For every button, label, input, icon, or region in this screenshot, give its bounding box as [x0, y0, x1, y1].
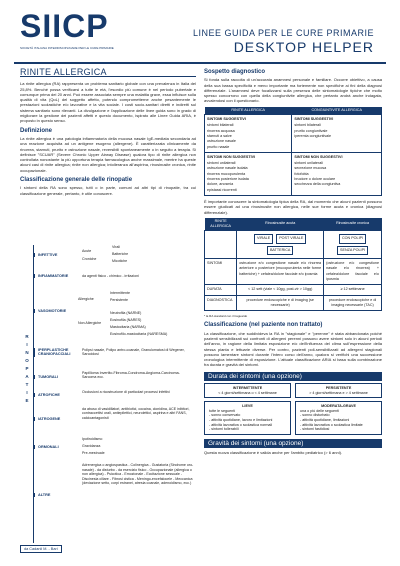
tree-item: Virali: [112, 245, 120, 249]
severity-bar: Gravità dei sintomi (una opzione): [204, 439, 382, 448]
table-cell: (ostruzione e/o congestione nasale e/o rinorrea) + cefalea/dolore facciale e/o iposmia: [324, 259, 382, 285]
intermittent-title: INTERMITTENTE: [232, 386, 263, 391]
list-item: - attività lavorativa o scolastica limitate: [300, 422, 363, 427]
tree-item: Eosinofilo-mastocitaria (NARESMA): [110, 332, 168, 336]
row-label: DURATA: [205, 285, 237, 295]
tree-item: da agenti fisico - chimico - irritazioni: [82, 274, 139, 278]
tree-category: INFETTIVE: [34, 253, 57, 257]
tree-item: Intermittente: [110, 291, 130, 295]
left-column: [20, 67, 196, 198]
tree-item: Neutrofila (NARNE): [110, 311, 142, 315]
list-item: una o più delle seguenti: [300, 408, 339, 413]
differential-table: [204, 218, 382, 311]
logo-subtitle: SOCIETÀ ITALIANA INTERDISCIPLINARE PER LE CURE PRIMARIE: [20, 46, 114, 50]
list-item: prurito nasale: [207, 144, 230, 149]
classification-paragraph: I sintomi della RA sono spesso, tutti o in parte, comuni ad altri tipi di rinopatie, tra cui classificazione generale, pertanto, è utile conoscere.: [20, 185, 196, 196]
table-subheader: SINTOMI NON SUGGESTIVI: [207, 154, 256, 159]
list-item: dolore, anosmia: [207, 182, 234, 187]
list-item: starnuti a salve: [207, 133, 232, 138]
list-item: - attività lavorativa o scolastica normali: [209, 422, 273, 427]
table-header: RINITE ALLERGICA: [205, 107, 292, 115]
table-cell: procedure endoscopiche e di imaging (se necessarie): [237, 295, 324, 311]
list-item: bruciore o dolore oculare: [294, 177, 336, 182]
spine-letter: I: [26, 390, 28, 395]
differential-paragraph: È importante conoscere la sintomatologia tipica della RA, dal momento che alcuni pazienti possono essere giudicati ad una rinosinusite non allergica, nelle sue forme acuta e cronica (diagnosi differenziale).: [204, 198, 382, 215]
table-subheader: SINTOMI SUGGESTIVI: [294, 117, 334, 122]
list-item: secrezione mucosa: [294, 166, 327, 171]
subtype-label: SENZA POLIPI: [337, 246, 368, 255]
closing-note: Questa nuova classificazione è valida anche per l'ambito pediatrico (> 6 anni).: [204, 450, 343, 456]
footer-credit: da Cadanli M. - Bari: [20, 545, 62, 553]
list-item: prurito congiuntivale: [294, 128, 328, 133]
tree-category: VASOMOTORIE: [34, 309, 66, 313]
list-item: rinorrea acquosa: [207, 128, 235, 133]
tree-item: Mastocitaria (NARMA): [110, 325, 146, 329]
list-item: fotofobia: [294, 171, 309, 176]
tree-item: Allergiche: [78, 297, 94, 301]
list-item: sintomi bilaterali: [207, 123, 234, 128]
subtype-label: VIRALE: [254, 234, 273, 243]
tree-category: IATROGENE: [34, 417, 60, 421]
header-divider: [14, 62, 386, 64]
tree-item: Adrenergica o angiospastica - Colinergica - Gustatoria (Sindrome oro-nasale) - da disturbo - da esercizio fisico - Occupazionale (allergica o non allergica) - Psicotica - Emozionale - Eccitazione sessuale - Discinesia ciliare - Fibrosi cistica - Meningo-encefalocele - Meccanica (deviazione setto, corpi estranei, atresia coanale, adenoidismo, ecc.): [82, 463, 194, 486]
list-item: - attività quotidiane, lavoro e limitazioni: [209, 418, 273, 423]
intermittent-box: [204, 383, 291, 398]
list-item: sintomi unilaterali: [207, 161, 236, 166]
tree-category: ALTRE: [34, 493, 50, 497]
list-item: rinorrea posteriore isolata: [207, 177, 249, 182]
table-header: CONGIUNTIVITE ALLERGICA: [292, 107, 382, 115]
list-item: rinorrea mucopurulenta: [207, 171, 246, 176]
tree-spine: [20, 245, 34, 543]
page-header: [0, 0, 400, 68]
mild-title: LIEVE: [242, 404, 253, 409]
moderate-box: [295, 401, 382, 435]
tree-item: Persistente: [110, 298, 128, 302]
spine-letter: N: [25, 350, 29, 355]
tree-category: ATROFICHE: [34, 393, 60, 397]
classification-heading-right: Classificazione (nel paziente non trattato): [204, 322, 323, 329]
definition-paragraph: La rinite allergica è una patologia infiammatoria della mucosa nasale IgE-mediata secondaria ad una reazione acquisita ad un antigene esogeno (allergene). È caratterizzata clinicamente da rinorrea, starnuti, prurito e ostruzione nasale, reversibili spontaneamente o in seguito a terapia. Si definisce "SCUAR" (Severe Chronic Upper Airway Disease) qualora tipo di rinite allergica non controllata nonostante la più opportuna terapia farmacologica anche massimale, mentre ha queste alcuni casi di rinite allergica; rinite non allergica; intolleranza all'aspirina, rinosinusite cronica, rinite occupazionale.: [20, 135, 196, 173]
table-subheader: SINTOMI SUGGESTIVI: [207, 117, 246, 122]
tree-category: ORMONALI: [34, 445, 59, 449]
section-heading: RINITE ALLERGICA: [20, 70, 196, 77]
mild-box: [204, 401, 291, 435]
list-item: iperemia congiuntivale: [294, 133, 332, 138]
right-column: [204, 70, 382, 455]
spine-letter: R: [25, 334, 29, 339]
table-footnote: * la RA standard con il traguardo: [204, 314, 248, 319]
table-header: Rinosinusite cronica: [324, 218, 382, 231]
tree-item: Micotiche: [112, 259, 128, 263]
list-item: - sonno disturbato: [300, 413, 330, 418]
moderate-title: MODERATA-GRAVE: [321, 404, 356, 409]
list-item: sintomi bilaterali: [294, 123, 321, 128]
definition-heading: Definizione: [20, 127, 53, 134]
diagnosis-paragraph: Si fonda sulla raccolta di un'accurata anamnesi personale e familiare. Occorre obiettivo, a causa della sua bassa specificità e meno importante ma fortemente non specifiche ai fini della diagnosi differenziale. L'anamnesi deve focalizzarsi sulla presenza delle sintomatologie tipiche che molto spesso concorrono con quella della congiuntivite allergica, che pertanto andrà anche indagata, avvalendosi con il questionario.: [204, 77, 382, 104]
intermittent-text: < 4 giorni/settimana o < 4 settimane: [218, 390, 277, 395]
spine-letter: T: [25, 382, 29, 387]
spine-letter: I: [26, 342, 28, 347]
siicp-logo: [20, 10, 180, 50]
list-item: sintomi unilaterali: [294, 161, 323, 166]
tree-item: Gravidanza: [82, 444, 101, 448]
persistent-title: PERSISTENTE: [325, 386, 352, 391]
guide-subtitle: DESKTOP HELPER: [233, 39, 374, 55]
symptoms-table: [204, 107, 382, 196]
tree-item: Pre-mestruale: [82, 451, 105, 455]
table-cell: ostruzione e/o congestione nasale e/o rinorrea anteriore o posteriore (mucopurulenta nelle forme batteriche) + cefalea/dolore facciale e/o iposmia: [237, 259, 324, 285]
tree-item: Ipotiroidismo: [82, 437, 103, 441]
row-label: SINTOMI: [205, 259, 237, 285]
intro-paragraph: La rinite allergica (RA) rappresenta un problema sanitario globale con una prevalenza in Italia del 25,8%. Benché possa verificarsi a tutte le età, l'esordio più comune è nel periodo pubertale e comunque prima dei 20 anni. Può essere associata sempre una malattia grave, essa influisce sulla qualità di vita (QoL) del soggetto affetto, potendo comprometterne anche pesantemente le prestazioni scolastiche e/o lavorative e la vita sociale. I costi socio-sanitari diretti e indiretti sul sistema sanitario sono rilevanti. La divulgazione e l'applicazione delle linee guida sono in grado di migliorare la gestione dei pazienti affetti e questo documento, ispirato alle Linee Guida ARIA, è proposto in questo senso.: [20, 81, 196, 124]
subtype-label: CON POLIPI: [339, 234, 366, 243]
list-item: - attività quotidiane, limitazioni: [300, 418, 350, 423]
table-subheader: SINTOMI NON SUGGESTIVI: [294, 154, 343, 159]
persistent-text: > 4 giorni/settimana e > 4 settimane: [309, 390, 368, 395]
list-item: - sintomi tollerabili: [209, 427, 239, 432]
duration-bar: Durata dei sintomi (una opzione): [204, 372, 382, 381]
tree-item: da abuso di vasidillatori, antibiotici, cocaina, clonidina, ACE inibitori, contraccettivi orali, antiepilettici, neurolettici, aspirina e altri FANS, calcioantagonisti: [82, 407, 190, 420]
list-item: tutte le seguenti: [209, 408, 236, 413]
tree-item: Polipsi nasale, Polipo antro-coanale, Granulomatosi di Wegener, Sarcoidosi: [82, 348, 185, 357]
tree-item: Papillioma Invertito-Fibroma-Condroma-Angioma-Carcinoma-Sarcoma ecc.: [82, 371, 180, 380]
classification-paragraph-right: La classificazione, che suddivideva la RA in "stagionale" e "perenne" è stata abbandonata poiché pazienti sensibilizzati sui confronti di allergeni perenni possono avere sintomi solo in alcuni periodi dell'anno, in ragione della limitata esposizione e/o dell'influenza del clima sull'espressione della stessa pianta e lettuarie diverse. Per contro, pazienti poli-sensibilizzati ad allergeni stagionali possono lamentare sintomi durante l'intero corso dell'anno, qualora si verifichi una successione cronologica intermittente di esposizione. L'attuale classificazione ARIA si basa sulla combinazione fra durata e gravità dei sintomi.: [204, 330, 382, 368]
tree-item: Occlusioni a ricostruzione di particolari processi infettivi: [82, 390, 170, 394]
tree-item: Croniche: [82, 257, 97, 261]
table-cell: procedure endoscopiche e di imaging necessarie (TAC): [324, 295, 382, 311]
severity-boxes: [204, 401, 382, 435]
spine-letter: P: [25, 366, 29, 371]
table-header: RINITE ALLERGICA: [205, 218, 237, 231]
tree-item: Batteriche: [112, 252, 129, 256]
list-item: epistassi ricorrenti: [207, 187, 237, 192]
subtype-label: POST VIRALE: [276, 234, 306, 243]
persistent-box: [295, 383, 382, 398]
tree-category: INFIAMMATORIE: [34, 274, 68, 278]
spine-letter: O: [25, 358, 29, 363]
tree-category: IPERPLASTICHE CRANIOFACCIALI: [34, 348, 74, 357]
list-item: - sintomi fastidiosi: [300, 427, 330, 432]
table-cell: < 12 sett (viale < 10gg, post-vir > 10gg): [237, 285, 324, 295]
list-item: ostruzione nasale: [207, 139, 236, 144]
table-cell: ≥ 12 settimane: [324, 285, 382, 295]
list-item: ostruzione nasale isolata: [207, 166, 248, 171]
duration-boxes: [204, 383, 382, 398]
tree-item: Eosinofila (NARES): [110, 318, 142, 322]
diagnosis-heading: Sospetto diagnostico: [204, 69, 266, 75]
list-item: secchezza della congiuntiva: [294, 182, 341, 187]
spine-letter: E: [25, 398, 29, 403]
logo-text: SIICP: [20, 8, 109, 44]
tree-category: TUMORALI: [34, 375, 58, 379]
table-header: Rinosinusite acuta: [237, 218, 324, 231]
list-item: - sonno conservato: [209, 413, 241, 418]
spine-letter: A: [25, 374, 29, 379]
row-label: DIAGNOSTICA: [205, 295, 237, 311]
subtype-label: BATTERICA: [267, 246, 293, 255]
classification-heading: Classificazione generale delle rinopatie: [20, 177, 133, 184]
tree-item: Non Allergiche: [78, 321, 102, 325]
guide-title: LINEE GUIDA PER LE CURE PRIMARIE: [192, 28, 374, 38]
tree-item: Acute: [82, 249, 92, 253]
rhinopathy-tree: [20, 245, 196, 545]
